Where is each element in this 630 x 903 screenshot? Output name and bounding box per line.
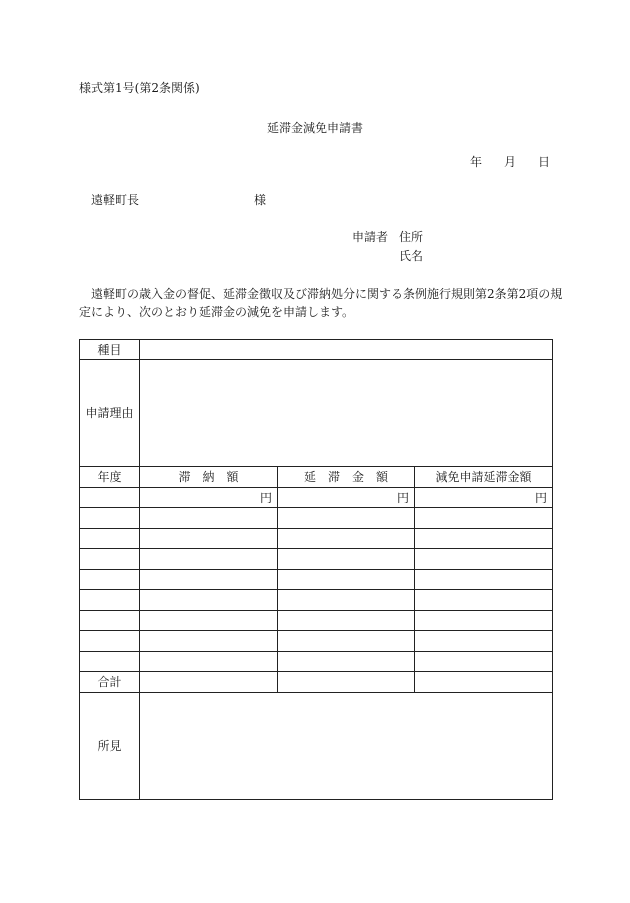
table-row: [80, 570, 553, 590]
year-cell[interactable]: [80, 488, 140, 508]
total-delinquent-cell[interactable]: [140, 672, 278, 693]
body-text-line2: 定により、次のとおり延滞金の減免を申請します。: [79, 305, 355, 319]
amount-cell[interactable]: [415, 549, 553, 570]
type-label: 種目: [80, 340, 140, 360]
type-field[interactable]: [140, 340, 553, 360]
reason-row: [80, 360, 553, 467]
table-row: [80, 549, 553, 570]
col-late-fee-amount: 延 滞 金 額: [278, 467, 415, 488]
opinion-label: 所見: [80, 693, 140, 800]
column-header-row: [80, 467, 553, 488]
amount-cell[interactable]: [140, 611, 278, 631]
year-cell[interactable]: [80, 611, 140, 631]
amount-cell[interactable]: [415, 508, 553, 529]
amount-cell[interactable]: [278, 611, 415, 631]
col-delinquent-amount: 滞 納 額: [140, 467, 278, 488]
amount-cell[interactable]: [140, 631, 278, 652]
body-text-line1: 遠軽町の歳入金の督促、延滞金徴収及び滞納処分に関する条例施行規則第2条第2項の規: [91, 287, 563, 301]
amount-cell[interactable]: [278, 590, 415, 611]
amount-cell[interactable]: [140, 529, 278, 549]
amount-cell[interactable]: [415, 590, 553, 611]
reason-field[interactable]: [140, 360, 553, 467]
month-label: 月: [504, 155, 517, 169]
year-cell[interactable]: [80, 570, 140, 590]
addressee-name: 遠軽町長: [91, 193, 140, 207]
year-cell[interactable]: [80, 508, 140, 529]
amount-cell[interactable]: [415, 652, 553, 672]
amount-cell[interactable]: [140, 570, 278, 590]
table-row: [80, 631, 553, 652]
amount-cell[interactable]: [278, 570, 415, 590]
col-exemption-amount: 減免申請延滞金額: [415, 467, 553, 488]
yen-unit: 円: [140, 488, 278, 508]
year-cell[interactable]: [80, 590, 140, 611]
application-table: [79, 339, 553, 800]
total-row: [80, 672, 553, 693]
year-cell[interactable]: [80, 549, 140, 570]
amount-cell[interactable]: [140, 590, 278, 611]
table-row: [80, 611, 553, 631]
yen-unit: 円: [278, 488, 415, 508]
day-label: 日: [538, 155, 551, 169]
amount-cell[interactable]: [415, 529, 553, 549]
amount-cell[interactable]: [415, 611, 553, 631]
table-row: [80, 529, 553, 549]
amount-cell[interactable]: [278, 529, 415, 549]
total-late-fee-cell[interactable]: [278, 672, 415, 693]
addressee-honorific: 様: [254, 193, 267, 207]
year-cell[interactable]: [80, 631, 140, 652]
amount-cell[interactable]: [278, 631, 415, 652]
reason-label: 申請理由: [80, 360, 140, 467]
document-title: 延滞金減免申請書: [267, 121, 364, 135]
total-exemption-cell[interactable]: [415, 672, 553, 693]
table-row: [80, 508, 553, 529]
table-row: [80, 590, 553, 611]
table-row: [80, 488, 553, 508]
year-cell[interactable]: [80, 652, 140, 672]
name-label: 氏名: [399, 249, 424, 263]
amount-cell[interactable]: [140, 508, 278, 529]
amount-cell[interactable]: [140, 549, 278, 570]
amount-cell[interactable]: [415, 631, 553, 652]
address-label: 住所: [399, 230, 424, 244]
opinion-row: [80, 693, 553, 800]
table-row: [80, 652, 553, 672]
applicant-label: 申請者: [352, 230, 389, 244]
year-cell[interactable]: [80, 529, 140, 549]
total-label: 合計: [80, 672, 140, 693]
amount-cell[interactable]: [278, 508, 415, 529]
date-line: [470, 155, 550, 169]
amount-cell[interactable]: [278, 549, 415, 570]
form-id: 様式第1号(第2条関係): [79, 81, 200, 95]
amount-cell[interactable]: [140, 652, 278, 672]
type-row: [80, 340, 553, 360]
amount-cell[interactable]: [278, 652, 415, 672]
opinion-field[interactable]: [140, 693, 553, 800]
yen-unit: 円: [415, 488, 553, 508]
amount-cell[interactable]: [415, 570, 553, 590]
year-label: 年: [470, 155, 483, 169]
col-fiscal-year: 年度: [80, 467, 140, 488]
